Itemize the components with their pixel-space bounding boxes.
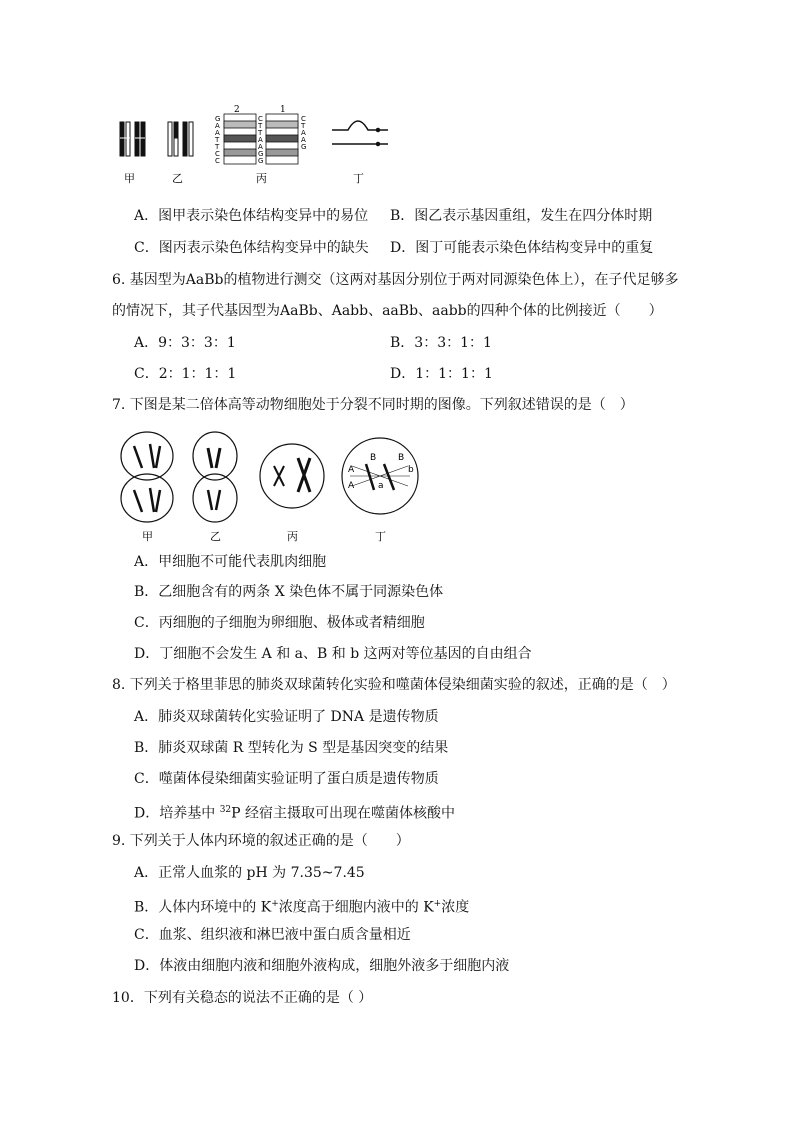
q5-fig-captions [124, 172, 364, 185]
svg-text:乙: 乙 [210, 530, 221, 543]
q8-option-d-pre: D．培养基中 [134, 805, 220, 822]
svg-text:A: A [215, 122, 220, 130]
q7-option-b: B．乙细胞含有的两条 X 染色体不属于同源染色体 [134, 584, 444, 600]
svg-text:T: T [215, 143, 220, 151]
q9-stem: 9. 下列关于人体内环境的叙述正确的是（ ） [112, 833, 410, 849]
q7-option-c: C．丙细胞的子细胞为卵细胞、极体或者精细胞 [134, 615, 425, 631]
svg-text:b: b [408, 465, 414, 475]
q7-option-d: D．丁细胞不会发生 A 和 a、B 和 b 这两对等位基因的自由组合 [134, 646, 532, 662]
q9-option-c: C．血浆、组织液和淋巴液中蛋白质含量相近 [134, 927, 411, 943]
q5-option-c: C．图丙表示染色体结构变异中的缺失 [134, 240, 369, 256]
svg-text:A: A [348, 465, 355, 475]
svg-text:G: G [215, 115, 221, 123]
svg-text:T: T [301, 122, 306, 130]
svg-text:A: A [258, 143, 263, 151]
q10-stem: 10．下列有关稳态的说法不正确的是（ ） [112, 990, 373, 1006]
svg-text:A: A [215, 129, 220, 137]
fig-number-2: 2 [234, 105, 240, 115]
fig-number-1: 1 [280, 105, 286, 115]
fig-jia-chromosomes [120, 122, 145, 156]
svg-text:C: C [301, 115, 306, 123]
svg-text:丙: 丙 [256, 172, 267, 185]
q9-option-a: A．正常人血浆的 pH 为 7.35~7.45 [134, 865, 365, 881]
q7-fig-captions [142, 530, 386, 543]
q8-option-a: A．肺炎双球菌转化实验证明了 DNA 是遗传物质 [134, 709, 439, 725]
cell-ding [342, 438, 418, 514]
fig-ding-loop [332, 121, 388, 146]
q9-option-b [134, 895, 469, 917]
svg-text:乙: 乙 [172, 172, 183, 185]
svg-text:a: a [378, 481, 384, 491]
cell-bing [260, 444, 324, 508]
svg-text:G: G [258, 157, 264, 165]
svg-text:丁: 丁 [375, 530, 386, 543]
q7-option-a: A．甲细胞不可能代表肌肉细胞 [134, 554, 327, 570]
q6-option-d: D．1：1：1：1 [390, 366, 493, 382]
svg-text:C: C [215, 157, 220, 165]
q6-option-c: C．2：1：1：1 [134, 366, 237, 382]
cell-jia [121, 432, 173, 522]
q5-option-d: D．图丁可能表示染色体结构变异中的重复 [390, 240, 654, 256]
svg-text:T: T [258, 129, 263, 137]
svg-text:C: C [215, 150, 220, 158]
svg-text:G: G [258, 150, 264, 158]
q9-option-b-pre: B．人体内环境中的 K [134, 899, 272, 916]
svg-text:A: A [348, 481, 355, 491]
q5-figure [110, 100, 410, 190]
cell-yi [193, 432, 237, 522]
q6-stem-line2: 的情况下，其子代基因型为AaBb、Aabb、aaBb、aabb的四种个体的比例接近（ ） [112, 303, 663, 319]
q9-option-b-sup2: + [433, 899, 442, 909]
svg-text:A: A [301, 136, 306, 144]
q8-option-d-sup: 32 [219, 805, 232, 815]
svg-text:A: A [258, 136, 263, 144]
q7-figure [112, 428, 432, 543]
svg-text:T: T [215, 136, 220, 144]
q8-option-d-post: P 经宿主摄取可出现在噬菌体核酸中 [231, 805, 456, 822]
svg-text:B: B [370, 453, 377, 463]
q8-option-d [134, 801, 455, 823]
cell-ding-labels [348, 453, 414, 491]
q6-stem-line1: 6. 基因型为AaBb的植物进行测交（这两对基因分别位于两对同源染色体上），在子代足够多 [112, 272, 679, 288]
q8-option-b: B．肺炎双球菌 R 型转化为 S 型是基因突变的结果 [134, 740, 449, 756]
q9-option-d: D．体液由细胞内液和细胞外液构成，细胞外液多于细胞内液 [134, 958, 510, 974]
q5-option-b: B．图乙表示基因重组，发生在四分体时期 [390, 208, 653, 224]
svg-text:丁: 丁 [353, 172, 364, 185]
svg-text:丙: 丙 [287, 530, 298, 543]
q8-option-c: C．噬菌体侵染细菌实验证明了蛋白质是遗传物质 [134, 771, 439, 787]
q9-option-b-sup1: + [271, 899, 279, 909]
svg-text:A: A [301, 129, 306, 137]
svg-text:C: C [258, 115, 263, 123]
q5-option-a: A．图甲表示染色体结构变异中的易位 [134, 208, 369, 224]
q8-stem: 8. 下列关于格里菲思的肺炎双球菌转化实验和噬菌体侵染细菌实验的叙述，正确的是（ ） [112, 677, 676, 693]
q6-option-a: A．9：3：3：1 [134, 335, 236, 351]
q9-option-b-post: 浓度 [441, 899, 470, 916]
fig-yi-chromosomes [168, 122, 193, 156]
q7-stem: 7. 下图是某二倍体高等动物细胞处于分裂不同时期的图像。下列叙述错误的是（ ） [112, 397, 634, 413]
svg-text:B: B [398, 453, 405, 463]
svg-text:甲: 甲 [142, 530, 153, 543]
svg-text:T: T [258, 122, 263, 130]
q9-option-b-mid: 浓度高于细胞内液中的 K [278, 899, 434, 916]
svg-text:甲: 甲 [124, 172, 135, 185]
svg-text:G: G [301, 143, 307, 151]
q6-option-b: B．3：3：1：1 [390, 335, 492, 351]
